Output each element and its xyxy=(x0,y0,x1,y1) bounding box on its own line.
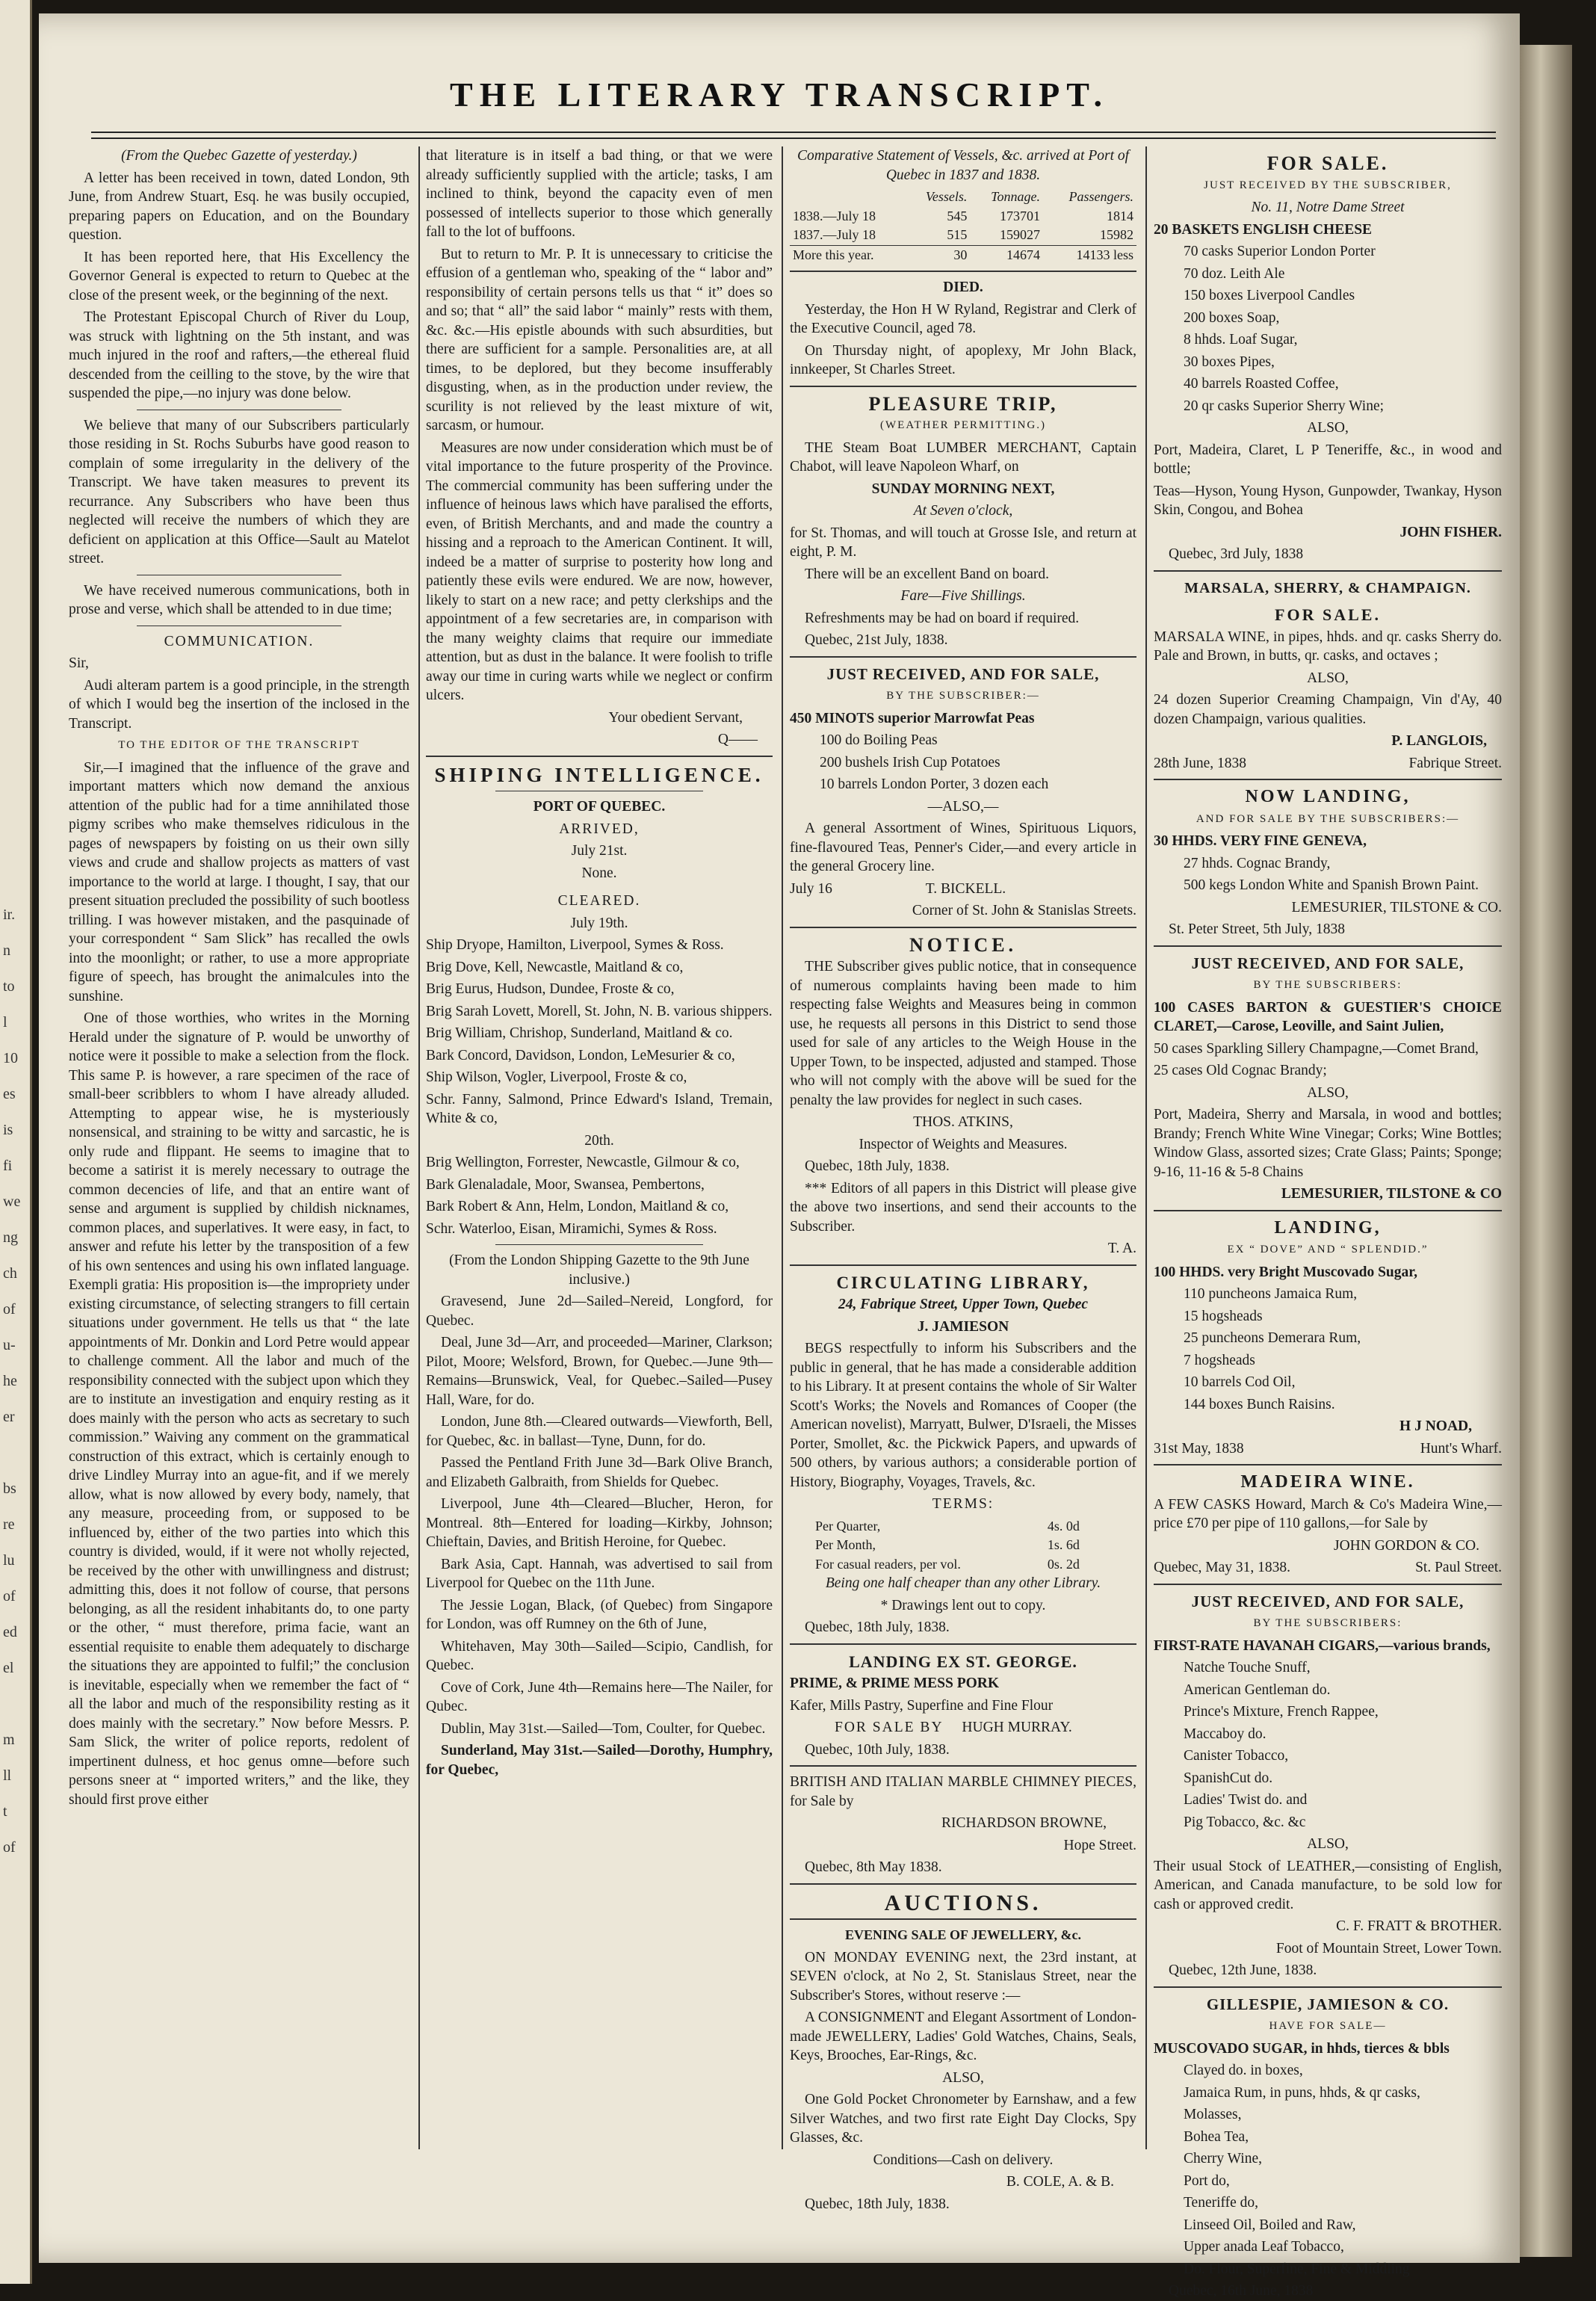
ad-date: St. Peter Street, 5th July, 1838 xyxy=(1169,921,1345,937)
jewellery-text: One Gold Pocket Chronometer by Earnshaw, and a few Silver Watches, and two first rate Eight Day Clocks, Spy Glasses, &c. xyxy=(790,2092,1136,2146)
ad-signature: LEMESURIER, TILSTONE & CO xyxy=(1281,1186,1502,1202)
gillespie-heading: GILLESPIE, JAMIESON & CO. xyxy=(1206,1995,1450,2013)
column-divider xyxy=(418,146,420,2149)
ad-date xyxy=(1154,1439,1502,1459)
ad-item: 30 boxes Pipes, xyxy=(1184,353,1275,370)
ad-text: A general Assortment of Wines, Spirituous Liquors, fine-flavoured Teas, Penner's Cider,—and every article in the general Grocery line. xyxy=(790,821,1136,874)
ad-item: Bohea Tea, xyxy=(1184,2128,1249,2145)
ad-item: MUSCOVADO SUGAR, in hhds, tierces & bbls xyxy=(1154,2040,1450,2057)
ad-subheading: AND FOR SALE BY THE SUBSCRIBERS:— xyxy=(1196,812,1460,825)
ad-signature: JOHN FISHER. xyxy=(1399,524,1502,540)
notice-signature: THOS. ATKINS, xyxy=(913,1114,1013,1130)
table-row xyxy=(812,1536,1083,1555)
marble-signature: RICHARDSON BROWNE, xyxy=(941,1815,1107,1831)
ad-subheading: BY THE SUBSCRIBERS: xyxy=(1253,979,1402,991)
library-text: BEGS respectfully to inform his Subscribers and the public in general, that he has made a considerable addition to his Library. It at present contains the whole of Sir Walter Scott's Works; the Novels and Romances of Cooper (the American novelist), Marryatt, Bulwer, D'Israeli, the Misses Porter, Smollet, &c. the Pickwick Papers, and upwards of 500 others, by various authors; a considerable portion of History, Biography, Voyages, Travels, &c. xyxy=(790,1341,1136,1490)
library-owner: J. JAMIESON xyxy=(917,1318,1009,1335)
divider xyxy=(790,656,1136,658)
table-cell: 1838.—July 18 xyxy=(793,208,876,223)
table-cell: 0s. 2d xyxy=(1047,1556,1080,1572)
ad-item: 40 barrels Roasted Coffee, xyxy=(1184,376,1339,392)
ad-text: Their usual Stock of LEATHER,—consisting of English, American, and Canada manufacture, to be sold low for cash or approved credit. xyxy=(1154,1858,1502,1912)
ship-entry: Schr. Fanny, Salmond, Prince Edward's Island, Tremain, White & co, xyxy=(426,1091,773,1126)
ad-item: Maccaboy do. xyxy=(1184,1726,1266,1742)
landing-signature: HUGH MURRAY. xyxy=(962,1720,1072,1735)
port-heading: PORT OF QUEBEC. xyxy=(533,799,666,815)
paragraph: We believe that many of our Subscribers particularly those residing in St. Rochs Suburbs have good reason to complain of some irregularity in the delivery of the Transcript. We have taken measures to prevent its recurrance. Any Subscribers who have been thus neglected will receive the numbers of which they are deficient on application at this Office—Sault au Matelot street. xyxy=(69,417,409,566)
jewellery-signature: B. COLE, A. & B. xyxy=(1006,2174,1114,2190)
ad-item: 8 hhds. Loaf Sugar, xyxy=(1184,332,1298,348)
ad-text: Port, Madeira, Claret, L P Teneriffe, &c., in wood and bottle; xyxy=(1154,442,1502,477)
column-divider xyxy=(1145,146,1147,2149)
terms-table xyxy=(812,1517,1083,1575)
paragraph: The Protestant Episcopal Church of River du Loup, was struck with lightning on the 5th instant, and was much injured in the roof and rafters,—the ethereal fluid descended from the ceilling to the stove, by the wire that suspended the pipe,—no injury was done below. xyxy=(69,309,409,401)
ad-item: 200 boxes Soap, xyxy=(1184,309,1280,326)
ship-entry: Ship Dryope, Hamilton, Liverpool, Symes & Ross. xyxy=(426,937,724,953)
ad-text: Port, Madeira, Sherry and Marsala, in wood and bottles; Brandy; French White Wine Vinegar; Corks; Wine Bottles; Window Glass, assorted sizes; Crate Glass; Paints; Sponge; 9-16, 11-16 & 5-8 Chains xyxy=(1154,1107,1502,1180)
obituary: Yesterday, the Hon H W Ryland, Registrar and Clerk of the Executive Council, aged 78. xyxy=(790,301,1136,336)
ad-item: FIRST-RATE HAVANAH CIGARS,—various brands, xyxy=(1154,1637,1491,1654)
divider xyxy=(1154,1210,1502,1211)
ad-item: Prince's Mixture, French Rappee, xyxy=(1184,1704,1379,1720)
notice-initials: T. A. xyxy=(1107,1241,1136,1256)
trip-text: for St. Thomas, and will touch at Grosse Isle, and return at eight, P. M. xyxy=(790,525,1136,560)
ad-date-text: 31st May, 1838 xyxy=(1154,1440,1244,1457)
table-cell: 14133 less xyxy=(1076,247,1133,262)
for-sale-by: FOR SALE BY xyxy=(835,1720,944,1735)
ad-date xyxy=(1154,1558,1502,1578)
ad-signature: C. F. FRATT & BROTHER. xyxy=(1336,1918,1502,1934)
newspaper-page xyxy=(39,13,1520,2299)
table-row xyxy=(790,207,1136,226)
jewellery-heading: EVENING SALE OF JEWELLERY, &c. xyxy=(844,1927,1082,1942)
also-label: ALSO, xyxy=(942,2069,984,2086)
table-cell: 1814 xyxy=(1107,208,1133,223)
divider xyxy=(790,927,1136,928)
paragraph: Audi alteram partem is a good principle, in the strength of which I would beg the insertion of the inclosed in the Transcript. xyxy=(69,677,409,732)
notice-title: Inspector of Weights and Measures. xyxy=(859,1136,1068,1152)
ad-signature: P. LANGLOIS, xyxy=(1391,733,1487,749)
ad-signature: LEMESURIER, TILSTONE & CO. xyxy=(1291,899,1502,915)
marble-text: BRITISH AND ITALIAN MARBLE CHIMNEY PIECES, for Sale by xyxy=(790,1774,1136,1809)
ad-item: 20 BASKETS ENGLISH CHEESE xyxy=(1154,221,1373,238)
shipping-news: Passed the Pentland Frith June 3d—Bark Olive Branch, and Elizabeth Galbraith, from Shields for Quebec. xyxy=(426,1455,773,1490)
divider xyxy=(426,756,773,757)
divider xyxy=(790,1765,1136,1767)
arrived-label: ARRIVED, xyxy=(559,821,640,837)
ad-address: St. Paul Street. xyxy=(1415,1560,1502,1575)
arrived-none: None. xyxy=(581,865,617,881)
landing-heading: LANDING EX ST. GEORGE. xyxy=(849,1652,1077,1671)
table-cell: For casual readers, per vol. xyxy=(815,1556,961,1572)
also-label: ALSO, xyxy=(1307,1836,1349,1852)
trip-text: Refreshments may be had on board if required. xyxy=(805,610,1080,626)
ship-entry: Schr. Waterloo, Eisan, Miramichi, Symes & Ross. xyxy=(426,1220,717,1237)
paragraph: But to return to Mr. P. It is unnecessary to criticise the effusion of a gentleman who, speaking of the “ labor and” responsibility of certain persons tells us that “ it” does so and so; that “ all” the said labor “ mainly” rests with them, &c. &c.—His epistle abounds with such absurdities, but there are sufficient for a sample. Personalities are, at all times, to be deplored, but they become insufferably disgusting, when, as in the production under review, the scurility is not relieved by the least mixture of wit, sarcasm, or humour. xyxy=(426,246,773,433)
ad-text: 24 dozen Superior Creaming Champaign, Vin d'Ay, 40 dozen Champaign, various qualities. xyxy=(1154,692,1502,727)
paragraph: We have received numerous communications, both in prose and verse, which shall be attended to in due time; xyxy=(69,582,409,617)
masthead: THE LITERARY TRANSCRIPT. xyxy=(450,75,1109,114)
ad-date-text: July 16 xyxy=(790,880,832,897)
now-landing-heading: NOW LANDING, xyxy=(1245,787,1411,806)
shipping-gazette-note: (From the London Shipping Gazette to the 9th June inclusive.) xyxy=(449,1253,749,1288)
ad-item: American Gentleman do. xyxy=(1184,1681,1331,1698)
jewellery-text: A CONSIGNMENT and Elegant Assortment of London-made JEWELLERY, Ladies' Gold Watches, Chains, Seals, Keys, Brooches, Ear-Rings, &c. xyxy=(790,2010,1136,2063)
ad-address: Corner of St. John & Stanislas Streets. xyxy=(912,903,1136,918)
ad-heading: JUST RECEIVED, AND FOR SALE, xyxy=(1191,1592,1464,1610)
trip-day: SUNDAY MORNING NEXT, xyxy=(871,481,1055,497)
ad-item: Molasses, xyxy=(1184,2107,1242,2122)
divider xyxy=(1154,779,1502,780)
column-2 xyxy=(426,146,773,2149)
table-row xyxy=(812,1555,1083,1575)
table-cell: 173701 xyxy=(1000,208,1041,223)
ad-address: Hunt's Wharf. xyxy=(1420,1440,1502,1457)
table-header: Passengers. xyxy=(1068,189,1133,204)
book-binding-edge xyxy=(1520,45,1572,2257)
ad-item: 30 HHDS. VERY FINE GENEVA, xyxy=(1154,833,1367,849)
shipping-news: The Jessie Logan, Black, (of Quebec) from Singapore for London, was off Rumney on the 6th of June, xyxy=(426,1597,773,1632)
notice-editors: *** Editors of all papers in this District will please give the above two insertions, and send their accounts to the Subscriber. xyxy=(790,1180,1136,1235)
ad-item: Clayed do. in boxes, xyxy=(1184,2063,1303,2078)
ad-address: No. 11, Notre Dame Street xyxy=(1251,200,1405,215)
trip-time: At Seven o'clock, xyxy=(913,503,1013,519)
column-4 xyxy=(1154,146,1502,2299)
ad-text: MARSALA WINE, in pipes, hhds. and qr. casks Sherry do. Pale and Brown, in butts, qr. casks, and octaves ; xyxy=(1154,628,1502,664)
ship-entry: Bark Robert & Ann, Helm, London, Maitland & co, xyxy=(426,1199,729,1214)
cleared-date: July 19th. xyxy=(570,915,628,931)
ship-entry: Brig Eurus, Hudson, Dundee, Froste & co, xyxy=(426,981,675,997)
terms-heading: TERMS: xyxy=(932,1496,995,1512)
ship-entry: Brig Sarah Lovett, Morell, St. John, N. B. various shippers. xyxy=(426,1003,773,1019)
shipping-news: Dublin, May 31st.—Sailed—Tom, Coulter, for Quebec. xyxy=(441,1720,766,1737)
ad-item: 10 barrels Cod Oil, xyxy=(1184,1374,1296,1390)
divider xyxy=(1154,1464,1502,1465)
landing-text: Kafer, Mills Pastry, Superfine and Fine Flour xyxy=(790,1697,1054,1714)
for-sale-heading: FOR SALE. xyxy=(1266,152,1389,174)
paragraph: It has been reported here, that His Excellency the Governor General is expected to return to Quebec at the close of the present week, or the beginning of the next. xyxy=(69,249,409,303)
weather-note: (WEATHER PERMITTING.) xyxy=(880,419,1046,431)
notice-heading: NOTICE. xyxy=(909,933,1018,956)
column-3 xyxy=(790,146,1136,2212)
table-row xyxy=(790,245,1136,265)
table-cell: 1837.—July 18 xyxy=(793,227,876,242)
ad-item: 15 hogsheads xyxy=(1184,1308,1263,1324)
paragraph: Sir,—I imagined that the influence of the grave and important matters which now demand the anxious attention of the public had for a time annihilated those pigmy scribes who make themselves ridiculous in the pages of newspapers by foisting on us their own silly views and crude and shallow projects as matters of vast importance to the world at large. I thought, I say, that our present situation precluded the possibility of such bootless trilling. I was however mistaken, and the pasquinade of your correspondent “ Sam Slick” has recalled the owls into the moonlight; or rather, to use a more appropriate figure of speech, has brought the animalcules into the sunshine. xyxy=(69,759,409,1004)
landing-date: Quebec, 10th July, 1838. xyxy=(805,1741,950,1758)
for-sale-heading: FOR SALE. xyxy=(1275,605,1381,624)
ad-heading: JUST RECEIVED, AND FOR SALE, xyxy=(826,664,1100,683)
marble-date: Quebec, 8th May 1838. xyxy=(805,1859,942,1875)
table-cell: 545 xyxy=(947,208,968,223)
ad-date: Quebec, 16th June, 1838 xyxy=(1169,2283,1314,2299)
ad-item: Do. Flour, Superfine, Fine & Middling xyxy=(1184,2261,1410,2277)
ad-address: Fabrique Street. xyxy=(1408,755,1502,771)
notice-date: Quebec, 18th July, 1838. xyxy=(805,1158,950,1174)
library-address: 24, Fabrique Street, Upper Town, Quebec xyxy=(838,1297,1089,1312)
auctions-heading: AUCTIONS. xyxy=(884,1890,1042,1915)
also-label: ALSO, xyxy=(1307,1084,1349,1101)
table-cell: Per Month, xyxy=(815,1537,876,1552)
also-label: ALSO, xyxy=(1307,670,1349,686)
arrived-date: July 21st. xyxy=(571,843,628,859)
ad-date xyxy=(790,880,1136,899)
section-heading: COMMUNICATION. xyxy=(164,633,315,649)
table-cell: 30 xyxy=(953,247,968,262)
table-cell: 15982 xyxy=(1100,227,1133,242)
ship-entry: Bark Glenaladale, Moor, Swansea, Pembertons, xyxy=(426,1176,705,1193)
ad-text: Teas—Hyson, Young Hyson, Gunpowder, Twankay, Hyson Skin, Congou, and Bohea xyxy=(1154,483,1502,518)
divider xyxy=(1154,570,1502,572)
adjacent-page-edge xyxy=(0,0,32,2284)
ad-item: Linseed Oil, Boiled and Raw, xyxy=(1184,2217,1356,2233)
comparative-title: Comparative Statement of Vessels, &c. arrived at Port of Quebec in 1837 and 1838. xyxy=(797,148,1130,183)
ad-item: 100 CASES BARTON & GUESTIER'S CHOICE CLARET,—Carose, Leoville, and Saint Julien, xyxy=(1154,999,1502,1034)
ad-item: Cherry Wine, xyxy=(1184,2151,1262,2166)
also-label: —ALSO,— xyxy=(927,798,999,815)
ad-item: 100 HHDS. very Bright Muscovado Sugar, xyxy=(1154,1264,1418,1280)
ad-item: Teneriffe do, xyxy=(1184,2195,1259,2211)
table-header-row xyxy=(790,188,1136,207)
trip-date: Quebec, 21st July, 1838. xyxy=(805,632,948,648)
shipping-news: Gravesend, June 2d—Sailed–Nereid, Longford, for Quebec. xyxy=(426,1294,773,1329)
ad-item: 27 hhds. Cognac Brandy, xyxy=(1184,855,1331,871)
vessel-statistics-table xyxy=(790,188,1136,265)
ad-text: A FEW CASKS Howard, March & Co's Madeira Wine,—price £70 per pipe of 110 gallons,—for Sale by xyxy=(1154,1496,1502,1531)
letter-signature: Q—— xyxy=(717,732,758,747)
table-cell: 14674 xyxy=(1006,247,1041,262)
landing-sale xyxy=(790,1718,1136,1738)
table-header: Vessels. xyxy=(925,189,968,204)
ad-date: Quebec, 3rd July, 1838 xyxy=(1169,546,1304,562)
shipping-news: London, June 8th.—Cleared outwards—Viewforth, Bell, for Quebec, &c. in ballast—Tyne, Dunn, for do. xyxy=(426,1414,773,1449)
ad-signature: H J NOAD, xyxy=(1399,1418,1472,1434)
divider xyxy=(790,271,1136,272)
cleared-label: CLEARED. xyxy=(557,893,641,909)
divider xyxy=(1154,1584,1502,1585)
ad-item: 50 cases Sparkling Sillery Champagne,—Comet Brand, xyxy=(1154,1040,1479,1057)
shipping-news: Deal, June 3d—Arr, and proceeded—Mariner, Clarkson; Pilot, Moore; Welsford, Brown, for Quebec.—June 9th—Remains—Brunswick, Veal, for Quebec.–Sailed—Pusey Hall, Ware, for do. xyxy=(426,1335,773,1408)
paragraph: Measures are now under consideration which must be of vital importance to the future prosperity of the Province. The commercial community has been suffering under the influence of heinous laws which have paralised the efforts, even, of British Merchants, and and made the country a hissing and a reproach to the American Continent. It will, indeed be a matter of surprise to posterity how long and patiently these evils were endured. We are now, however, likely to start on a new race; and petty clerkships and the appointment of a few secretaries are, in comparison with the many weighty claims that require our immediate attention, but as dust in the balance. It were foolish to trifle away our time in curing warts while we neglect or confirm ulcers. xyxy=(426,439,773,703)
ad-item: Upper anada Leaf Tobacco, xyxy=(1184,2239,1344,2255)
ad-item: 500 kegs London White and Spanish Brown Paint. xyxy=(1184,877,1479,893)
library-heading: CIRCULATING LIBRARY, xyxy=(836,1273,1090,1292)
letter-heading: TO THE EDITOR OF THE TRANSCRIPT xyxy=(118,739,360,751)
ad-item: 200 bushels Irish Cup Potatoes xyxy=(820,754,1000,770)
column-1 xyxy=(69,146,409,1808)
died-heading: DIED. xyxy=(943,279,983,295)
ad-item: Natche Touche Snuff, xyxy=(1184,1660,1311,1675)
salutation: Sir, xyxy=(69,655,89,671)
shipping-news: Sunderland, May 31st.—Sailed—Dorothy, Humphry, for Quebec, xyxy=(426,1743,773,1778)
ad-date-text: 28th June, 1838 xyxy=(1154,755,1247,771)
letter-closing: Your obedient Servant, xyxy=(608,709,743,726)
ship-entry: Brig William, Chrishop, Sunderland, Maitland & co. xyxy=(426,1025,733,1041)
ad-item: 100 do Boiling Peas xyxy=(820,732,938,748)
trip-fare: Fare—Five Shillings. xyxy=(900,588,1026,604)
ship-entry: Bark Concord, Davidson, London, LeMesurier & co, xyxy=(426,1047,735,1063)
ad-item: Pig Tobacco, &c. &c xyxy=(1184,1814,1306,1830)
divider xyxy=(790,1264,1136,1266)
ad-date-text: Quebec, May 31, 1838. xyxy=(1154,1560,1291,1575)
divider xyxy=(1154,1986,1502,1988)
pleasure-trip-heading: PLEASURE TRIP, xyxy=(868,392,1058,415)
obituary: On Thursday night, of apoplexy, Mr John Black, innkeeper, St Charles Street. xyxy=(790,342,1136,377)
divider xyxy=(790,1643,1136,1645)
ad-subheading: JUST RECEIVED BY THE SUBSCRIBER, xyxy=(1204,179,1452,191)
adjacent-page-fragments: ir. n to l 10 es is fi we ng ch of u- he er bs re lu of ed el m ll t of xyxy=(3,906,21,1856)
ad-item: 150 boxes Liverpool Candles xyxy=(1184,288,1355,303)
landing-heading: LANDING, xyxy=(1274,1217,1382,1238)
divider xyxy=(790,1883,1136,1885)
ad-date: Quebec, 12th June, 1838. xyxy=(1169,1962,1317,1978)
cleared-date: 20th. xyxy=(584,1132,614,1149)
also-label: ALSO, xyxy=(1307,420,1349,436)
ship-entry: Brig Dove, Kell, Newcastle, Maitland & co, xyxy=(426,959,684,975)
jewellery-conditions: Conditions—Cash on delivery. xyxy=(873,2152,1054,2168)
ad-item: Jamaica Rum, in puns, hhds, & qr casks, xyxy=(1184,2084,1420,2101)
ad-item: 450 MINOTS superior Marrowfat Peas xyxy=(790,710,1035,726)
landing-text: PRIME, & PRIME MESS PORK xyxy=(790,1675,1000,1691)
library-drawings: * Drawings lent out to copy. xyxy=(880,1597,1046,1613)
madeira-heading: MADEIRA WINE. xyxy=(1240,1472,1415,1492)
ship-entry: Ship Wilson, Vogler, Liverpool, Froste & co, xyxy=(426,1069,687,1085)
ad-heading: JUST RECEIVED, AND FOR SALE, xyxy=(1191,954,1464,972)
table-row xyxy=(790,226,1136,245)
ad-item: SpanishCut do. xyxy=(1184,1770,1273,1786)
paragraph: A letter has been received in town, dated London, 9th June, from Andrew Stuart, Esq. he was busily occupied, preparing papers on Education, and on the Boundary question. xyxy=(69,170,409,243)
ad-item: Port do, xyxy=(1184,2172,1230,2189)
table-cell: Per Quarter, xyxy=(815,1518,881,1534)
table-cell: 4s. 0d xyxy=(1047,1518,1080,1534)
table-header: Tonnage. xyxy=(991,189,1041,204)
trip-text: THE Steam Boat LUMBER MERCHANT, Captain Chabot, will leave Napoleon Wharf, on xyxy=(790,439,1136,475)
ad-item: 70 doz. Leith Ale xyxy=(1184,265,1285,282)
table-cell: 159027 xyxy=(1000,227,1041,242)
ad-date xyxy=(1154,754,1502,773)
ship-entry: Brig Wellington, Forrester, Newcastle, Gilmour & co, xyxy=(426,1155,740,1170)
table-cell: 515 xyxy=(947,227,968,242)
ad-item: 110 puncheons Jamaica Rum, xyxy=(1184,1286,1358,1302)
jewellery-text: ON MONDAY EVENING next, the 23rd instant, at SEVEN o'clock, at No 2, St. Stanislaus Street, near the Subscriber's Stores, without reserve :— xyxy=(790,1949,1136,2004)
table-row xyxy=(812,1517,1083,1536)
ad-item: 70 casks Superior London Porter xyxy=(1184,244,1376,259)
ad-item: 10 barrels London Porter, 3 dozen each xyxy=(820,776,1049,792)
ad-subheading: BY THE SUBSCRIBERS: xyxy=(1253,1617,1402,1629)
ad-item: 7 hogsheads xyxy=(1184,1352,1255,1368)
column-divider xyxy=(782,146,783,2149)
marble-address: Hope Street. xyxy=(1063,1837,1136,1853)
table-header xyxy=(790,188,907,207)
divider xyxy=(495,1244,703,1245)
ad-signature: JOHN GORDON & CO. xyxy=(1333,1537,1479,1554)
library-date: Quebec, 18th July, 1838. xyxy=(805,1619,950,1635)
paragraph: One of those worthies, who writes in the Morning Herald under the signature of P. would be unworthy of notice were it possible to make a selection from the flock. This same P. is however, a rare specimen of the race of small-beer scribblers to whom I have already alluded. Attempting to appear wise, he is mysteriously nonsensical, and straining to be witty and sarcastic, he is only rude and flippant. He seems to imagine that to become a satirist it is merely necessary to outrage the common decencies of life, and that an entire want of sense and argument is supplied by childish nicknames, common places, and superlatives. It were easy, in fact, to answer and refute his letter by the transposition of a few of his own sentences and using his own inflated language. Exempli gratia: His proposition is—the impropriety under existing circumstance, of selecting strangers to fill certain situations under government. He tells us that “ the late appointments of Mr. Donkin and Lord Petre would appear to challenge comment. All the labor and much of the responsibility connected with the subject upon which they are to institute an investigation and enquiry resting as it does mainly with the person who acts as secretary to such commission.” Waiving any comment on the grammatical construction of this extract, which is certainly enough to drive Lindley Murray into an ague-fit, and if we merely allow, what is now allowed by every body, namely, that any measure, proceeding from, or supposed to be influenced by, either of the two parties into which this country is divided, would, if it were not wholly rejected, be received by the other with unwillingness and distrust; admitting this, does it not follow of course, that persons belonging, as all the resident inhabitants do, to one party or the other, “ must therefore, prima facie, want an essential requisite to enable them adequately to discharge the situations they are appointed to fulfil;” the conclusion is inevitable, especially when we remember the fact of “ all the labor and much of the responsibility resting as it does mainly with the secretary.” Now before Messrs. P. Sam Slick, the writer of police reports, redolent of impertinent dulness, et hoc genus omne—before such persons sneer at “ imported writers,” and the like, they should first prove either xyxy=(69,1010,409,1808)
ad-item: 25 puncheons Demerara Rum, xyxy=(1184,1330,1361,1346)
ad-item: Ladies' Twist do. and xyxy=(1184,1792,1308,1808)
masthead-rule xyxy=(91,132,1496,139)
notice-text: THE Subscriber gives public notice, that in consequence of numerous complaints having been made to him respecting false Weights and Measures being in common use, he requests all persons in this District to send those used for sale of any articles to the Weigh House in the Upper Town, to be inspected, adjusted and stamped. Those who will not comply with the above will be sued for the penalty the law provides for neglect in such cases. xyxy=(790,959,1136,1108)
shipping-heading: SHIPING INTELLIGENCE. xyxy=(434,763,764,786)
jewellery-date: Quebec, 18th July, 1838. xyxy=(805,2196,950,2212)
shipping-news: Whitehaven, May 30th—Sailed—Scipio, Candlish, for Quebec. xyxy=(426,1638,773,1673)
ad-subheading: EX “ DOVE” AND “ SPLENDID.” xyxy=(1227,1244,1429,1255)
divider xyxy=(790,386,1136,387)
shipping-news: Bark Asia, Capt. Hannah, was advertised to sail from Liverpool for Quebec on the 11th June. xyxy=(426,1556,773,1591)
table-cell: 1s. 6d xyxy=(1047,1537,1080,1552)
ad-item: 144 boxes Bunch Raisins. xyxy=(1184,1396,1335,1412)
shipping-news: Cove of Cork, June 4th—Remains here—The Nailer, for Qubec. xyxy=(426,1679,773,1714)
source-note: (From the Quebec Gazette of yesterday.) xyxy=(121,148,357,164)
divider xyxy=(1154,945,1502,947)
marsala-heading: MARSALA, SHERRY, & CHAMPAIGN. xyxy=(1184,579,1471,596)
ad-item: 20 qr casks Superior Sherry Wine; xyxy=(1184,398,1385,414)
ad-subheading: BY THE SUBSCRIBER:— xyxy=(886,690,1040,702)
table-cell: More this year. xyxy=(793,247,874,262)
ad-signature: T. BICKELL. xyxy=(925,880,1006,897)
ad-item: Canister Tobacco, xyxy=(1184,1748,1289,1764)
library-cheaper: Being one half cheaper than any other Library. xyxy=(825,1575,1101,1591)
ad-address: Foot of Mountain Street, Lower Town. xyxy=(1275,1940,1502,1956)
trip-text: There will be an excellent Band on board. xyxy=(805,566,1050,582)
shipping-news: Liverpool, June 4th—Cleared—Blucher, Heron, for Montreal. 8th—Entered for loading—Kirkby, Johnson; Chieftain, Davies, and British Heroine, for Quebec. xyxy=(426,1496,773,1550)
paragraph: that literature is in itself a bad thing, or that we were already sufficiently supplied with the article; tasks, I am inclined to think, beyond the capacity even of men possessed of intellects superior to those which generally fall to the lot of buffoons. xyxy=(426,148,773,240)
ad-item: 25 cases Old Cognac Brandy; xyxy=(1154,1063,1327,1078)
ad-subheading: HAVE FOR SALE— xyxy=(1269,2020,1387,2032)
divider xyxy=(790,1918,1136,1920)
